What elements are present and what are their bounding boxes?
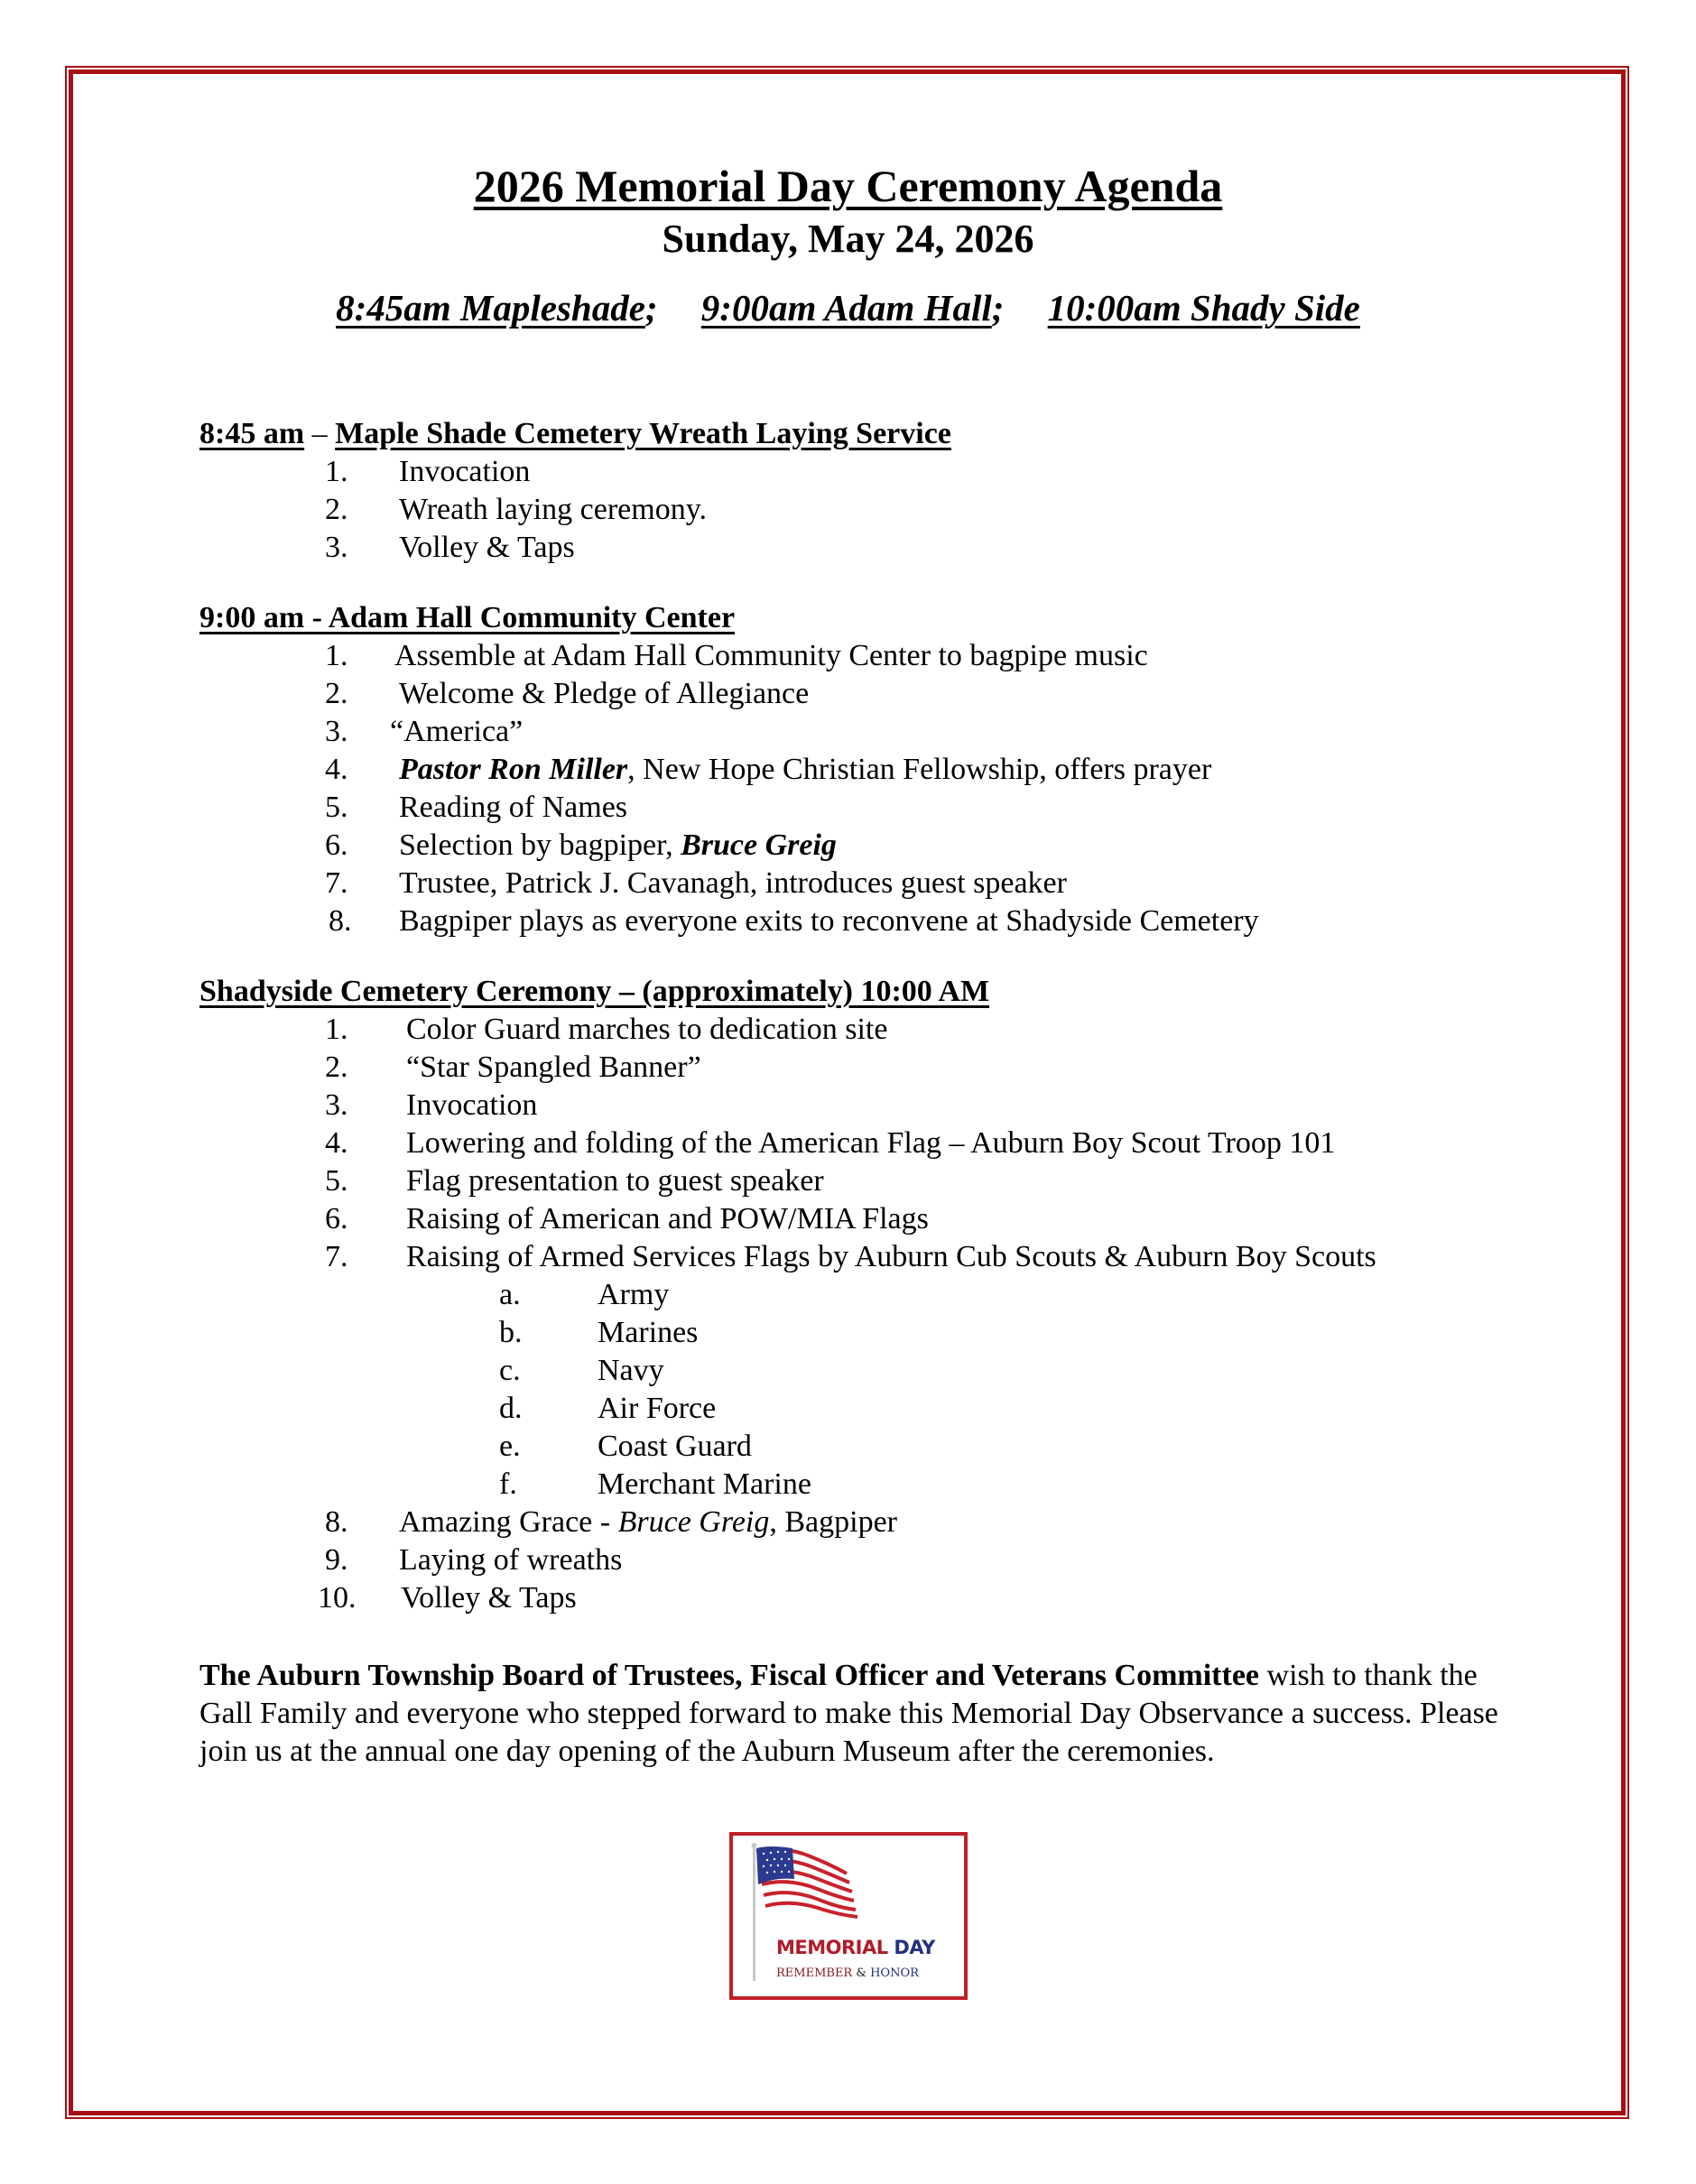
schedule-sep: ;: [991, 287, 1005, 329]
item-text: Bagpiper plays as everyone exits to reconvene at Shadyside Cemetery: [399, 904, 1259, 938]
closing-paragraph: [199, 1657, 1517, 1771]
section-title: Shadyside Cemetery Ceremony – (approximately) 10:00 AM: [199, 975, 990, 1008]
item-text: Color Guard marches to dedication site: [406, 1013, 888, 1046]
item-number: 3.: [325, 715, 348, 748]
logo-subtitle: [776, 1967, 919, 1980]
item-text: Wreath laying ceremony.: [399, 493, 707, 526]
section-heading-adam-hall: [199, 599, 735, 637]
closing-text: wish to thank the Gall Family and everyone who stepped forward to make this Memorial Day Observance a success. Please join us at the annual one day opening of the Auburn Museum after the ceremonies.: [199, 1659, 1498, 1768]
item-number: 6.: [325, 828, 348, 862]
person-name: Bruce Greig: [617, 1505, 770, 1539]
item-number: 2.: [325, 493, 348, 526]
schedule-adam-hall: 9:00am Adam Hall: [700, 287, 992, 329]
item-number: 1.: [325, 1013, 348, 1046]
logo-sub-blue: HONOR: [870, 1967, 919, 1980]
logo-title: [776, 1937, 935, 1958]
item-number: 10.: [318, 1581, 357, 1615]
item-number: 6.: [325, 1202, 348, 1235]
item-text: [399, 751, 1211, 789]
schedule-mapleshade: 8:45am Mapleshade: [336, 287, 645, 329]
item-text: Raising of American and POW/MIA Flags: [406, 1202, 929, 1235]
schedule-shady-side: 10:00am Shady Side: [1047, 287, 1360, 329]
page-title-text: 2026 Memorial Day Ceremony Agenda: [473, 161, 1223, 211]
item-text: Welcome & Pledge of Allegiance: [399, 677, 810, 710]
item-text: Flag presentation to guest speaker: [406, 1164, 824, 1198]
item-text: Volley & Taps: [401, 1581, 577, 1615]
sub-item-text: Air Force: [598, 1392, 717, 1425]
page-border-inner: [69, 69, 1626, 2115]
item-number: 8.: [329, 904, 352, 938]
sub-item-letter: b.: [499, 1316, 523, 1349]
item-number: 4.: [325, 1126, 348, 1160]
logo-title-blue: DAY: [894, 1937, 935, 1958]
sub-item-text: Army: [598, 1278, 670, 1311]
sub-item-letter: d.: [499, 1392, 523, 1425]
item-text: Invocation: [406, 1088, 538, 1122]
section-heading-shadyside: [199, 973, 989, 1011]
section-title: Maple Shade Cemetery Wreath Laying Service: [335, 417, 951, 450]
item-number: 1.: [325, 639, 348, 672]
section-dash: –: [304, 417, 336, 450]
item-text: Trustee, Patrick J. Cavanagh, introduces guest speaker: [399, 866, 1067, 900]
schedule-line: [0, 283, 1696, 332]
section-heading-maple-shade: [199, 415, 951, 453]
item-text: [399, 827, 837, 865]
section-time: 8:45 am: [199, 417, 305, 450]
section-title: 9:00 am - Adam Hall Community Center: [199, 601, 736, 634]
sub-item-text: Navy: [598, 1354, 664, 1387]
event-date: Sunday, May 24, 2026: [662, 217, 1034, 261]
item-number: 8.: [325, 1505, 348, 1539]
item-number: 3.: [325, 1088, 348, 1122]
item-number: 3.: [325, 531, 348, 564]
item-text: Reading of Names: [399, 791, 628, 824]
item-text: Invocation: [399, 455, 531, 488]
item-number: 5.: [325, 791, 348, 824]
logo-title-red: MEMORIAL: [776, 1937, 894, 1958]
person-name: Bruce Greig: [681, 828, 837, 862]
item-text-rest: Selection by bagpiper,: [399, 828, 681, 862]
item-text: “America”: [390, 715, 524, 748]
sub-item-letter: c.: [499, 1354, 521, 1387]
memorial-day-logo: [729, 1832, 968, 2000]
item-text: Volley & Taps: [399, 531, 575, 564]
item-text: Lowering and folding of the American Flag – Auburn Boy Scout Troop 101: [406, 1126, 1336, 1160]
item-number: 4.: [325, 753, 348, 786]
item-number: 5.: [325, 1164, 348, 1198]
item-number: 9.: [325, 1543, 348, 1577]
logo-sub-red: REMEMBER: [776, 1967, 857, 1980]
sub-item-letter: a.: [499, 1278, 521, 1311]
sub-item-letter: e.: [499, 1430, 521, 1463]
page-title: [0, 159, 1696, 213]
schedule-sep: ;: [644, 287, 658, 329]
item-text-pre: Amazing Grace -: [399, 1505, 618, 1539]
item-text: Assemble at Adam Hall Community Center to bagpipe music: [394, 639, 1148, 672]
sub-item-text: Merchant Marine: [598, 1467, 811, 1501]
closing-bold: The Auburn Township Board of Trustees, Fiscal Officer and Veterans Committee: [199, 1659, 1260, 1692]
item-text: Raising of Armed Services Flags by Auburn Cub Scouts & Auburn Boy Scouts: [406, 1240, 1376, 1273]
person-name: Pastor Ron Miller: [399, 753, 628, 786]
item-number: 7.: [325, 866, 348, 900]
item-text: Laying of wreaths: [399, 1543, 623, 1577]
item-number: 7.: [325, 1240, 348, 1273]
item-text-post: , Bagpiper: [769, 1505, 897, 1539]
sub-item-letter: f.: [499, 1467, 517, 1501]
item-number: 2.: [325, 1050, 348, 1084]
item-text: [399, 1504, 897, 1541]
item-text-rest: , New Hope Christian Fellowship, offers prayer: [627, 753, 1212, 786]
sub-item-text: Marines: [598, 1316, 699, 1349]
item-text: “Star Spangled Banner”: [406, 1050, 701, 1084]
item-number: 1.: [325, 455, 348, 488]
item-number: 2.: [325, 677, 348, 710]
logo-sub-amp: &: [856, 1967, 871, 1980]
sub-item-text: Coast Guard: [598, 1430, 752, 1463]
